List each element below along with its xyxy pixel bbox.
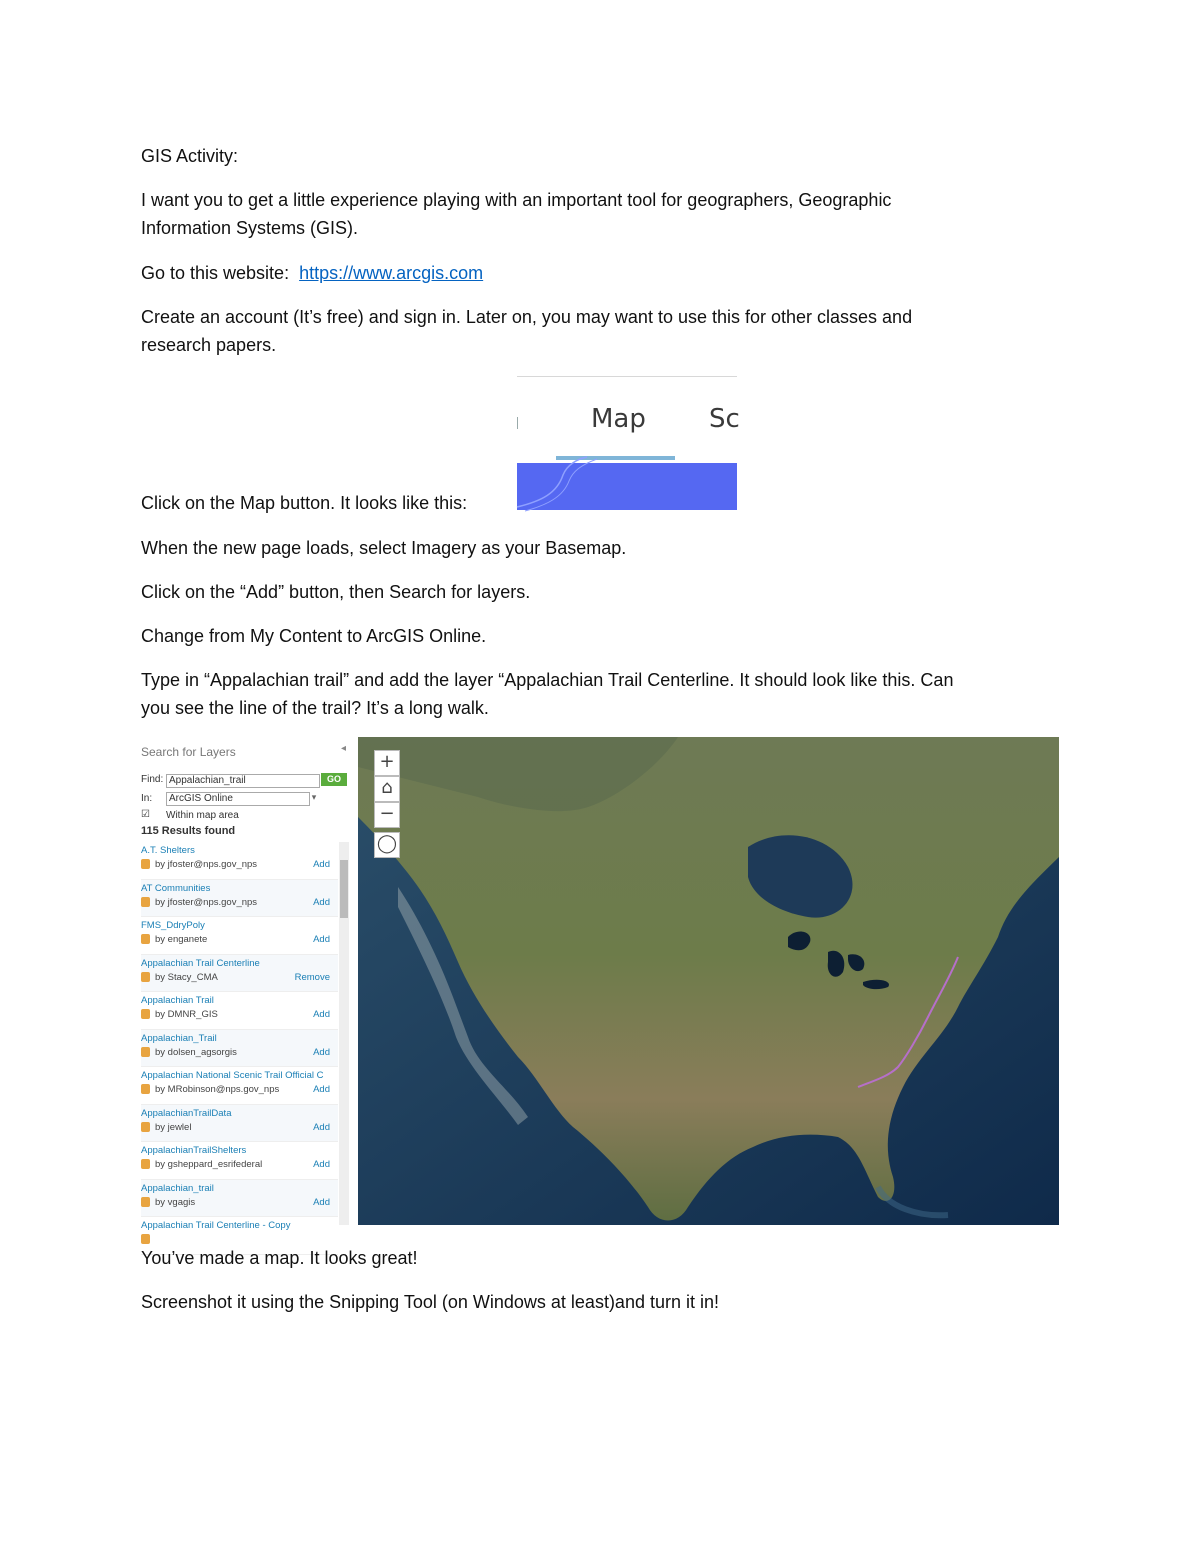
imagery-basemap[interactable] xyxy=(358,737,1059,1225)
result-name[interactable]: AppalachianTrailShelters xyxy=(141,1145,247,1156)
map-button-caption: Click on the Map button. It looks like this: xyxy=(141,493,468,513)
change-instruction: Change from My Content to ArcGIS Online. xyxy=(141,626,487,646)
map-thumbnail xyxy=(517,463,737,510)
panel-title: Search for Layers xyxy=(141,745,236,759)
account-line-1: Create an account (It’s free) and sign in. Later on, you may want to use this for other classes and xyxy=(141,307,913,327)
result-item xyxy=(141,992,338,1030)
map-tab-label[interactable]: Map xyxy=(591,404,646,434)
result-item xyxy=(141,955,338,993)
tab-tick xyxy=(517,417,518,429)
type-instruction-1: Type in “Appalachian trail” and add the layer “Appalachian Trail Centerline. It should look like this. Can xyxy=(141,670,954,690)
zoom-out-button[interactable]: − xyxy=(374,802,400,828)
layer-owner-icon xyxy=(141,972,150,982)
result-item xyxy=(141,1030,338,1068)
arcgis-link[interactable]: https://www.arcgis.com xyxy=(299,263,484,283)
result-name[interactable]: Appalachian_trail xyxy=(141,1182,214,1194)
website-prefix: Go to this website: xyxy=(141,263,290,283)
layer-owner-icon xyxy=(141,1234,150,1244)
result-name[interactable]: AT Communities xyxy=(141,882,211,894)
result-action-button[interactable]: Add xyxy=(313,1084,330,1095)
results-scrollbar[interactable] xyxy=(339,842,349,1225)
website-paragraph xyxy=(141,259,483,287)
collapse-icon[interactable]: ◂ xyxy=(341,743,347,754)
result-name[interactable]: AppalachianTrailData xyxy=(141,1107,232,1119)
result-owner: by dolsen_agsorgis xyxy=(155,1046,237,1058)
layer-owner-icon xyxy=(141,934,150,944)
result-owner: by gsheppard_esrifederal xyxy=(155,1159,263,1170)
result-item xyxy=(141,1105,338,1143)
result-owner: by enganete xyxy=(155,934,208,945)
intro-line-1: I want you to get a little experience playing with an important tool for geographers, Geographic xyxy=(141,190,892,210)
result-name[interactable]: Appalachian Trail Centerline - Copy xyxy=(141,1220,291,1231)
result-name[interactable]: Appalachian Trail xyxy=(141,995,214,1006)
result-owner: by Stacy_CMA xyxy=(155,971,218,983)
layer-owner-icon xyxy=(141,897,150,907)
layer-owner-icon xyxy=(141,1122,150,1132)
find-label: Find: xyxy=(141,774,164,785)
result-item xyxy=(141,917,338,955)
result-name[interactable]: FMS_DdryPoly xyxy=(141,920,205,931)
result-action-button[interactable]: Add xyxy=(313,1046,330,1058)
map-button-screenshot xyxy=(517,376,740,510)
result-owner: by vgagis xyxy=(155,1196,196,1208)
go-button[interactable]: GO xyxy=(321,773,347,786)
arcgis-screenshot xyxy=(141,737,1059,1231)
account-line-2: research papers. xyxy=(141,335,277,355)
result-action-button[interactable]: Remove xyxy=(294,971,330,983)
made-map-line: You’ve made a map. It looks great! xyxy=(141,1248,418,1268)
source-select[interactable]: ArcGIS Online xyxy=(166,792,310,806)
basemap-instruction: When the new page loads, select Imagery as your Basemap. xyxy=(141,538,627,558)
layer-owner-icon xyxy=(141,1009,150,1019)
locate-button[interactable]: ◯ xyxy=(374,832,400,858)
imagery-map-view[interactable] xyxy=(358,737,1059,1225)
zoom-in-button[interactable]: + xyxy=(374,750,400,776)
result-item xyxy=(141,1142,338,1180)
intro-line-2: Information Systems (GIS). xyxy=(141,218,359,238)
result-action-button[interactable]: Add xyxy=(313,934,330,945)
result-item xyxy=(141,842,338,880)
result-name[interactable]: Appalachian National Scenic Trail Official C xyxy=(141,1070,324,1081)
doc-title: GIS Activity: xyxy=(141,146,239,166)
within-checkbox[interactable]: ☑ xyxy=(141,809,150,820)
home-button[interactable]: ⌂ xyxy=(374,776,400,802)
result-owner: by jfoster@nps.gov_nps xyxy=(155,859,258,870)
active-tab-underline xyxy=(556,456,675,460)
chevron-down-icon[interactable]: ▾ xyxy=(311,792,317,802)
result-action-button[interactable]: Add xyxy=(313,896,330,908)
within-map-area-label: Within map area xyxy=(166,810,239,821)
result-item xyxy=(141,880,338,918)
in-label: In: xyxy=(141,793,153,804)
layer-owner-icon xyxy=(141,859,150,869)
result-action-button[interactable]: Add xyxy=(313,1159,330,1170)
result-name[interactable]: Appalachian_Trail xyxy=(141,1032,217,1044)
result-owner: by jfoster@nps.gov_nps xyxy=(155,896,258,908)
layer-owner-icon xyxy=(141,1159,150,1169)
type-instruction-2: you see the line of the trail? It’s a long walk. xyxy=(141,698,489,718)
result-owner: by MRobinson@nps.gov_nps xyxy=(155,1084,280,1095)
results-list xyxy=(141,842,338,1231)
find-input[interactable]: Appalachian_trail xyxy=(166,774,320,788)
result-name[interactable]: A.T. Shelters xyxy=(141,845,195,856)
result-owner: by jewlel xyxy=(155,1121,192,1133)
results-count: 115 Results found xyxy=(141,825,236,837)
layer-owner-icon xyxy=(141,1084,150,1094)
search-layers-panel xyxy=(141,737,352,1231)
result-action-button[interactable]: Add xyxy=(313,1196,330,1208)
tab-divider xyxy=(517,376,737,377)
screenshot-instruction: Screenshot it using the Snipping Tool (on Windows at least)and turn it in! xyxy=(141,1292,719,1312)
scrollbar-thumb[interactable] xyxy=(340,860,348,918)
result-item xyxy=(141,1180,338,1218)
next-tab-label: Sc xyxy=(709,404,740,434)
result-action-button[interactable]: Add xyxy=(313,1121,330,1133)
result-action-button[interactable]: Add xyxy=(313,1009,330,1020)
result-owner: by DMNR_GIS xyxy=(155,1009,218,1020)
add-instruction: Click on the “Add” button, then Search for layers. xyxy=(141,582,531,602)
result-item xyxy=(141,1067,338,1105)
result-action-button[interactable]: Add xyxy=(313,859,330,870)
layer-owner-icon xyxy=(141,1047,150,1057)
result-name[interactable]: Appalachian Trail Centerline xyxy=(141,957,260,969)
layer-owner-icon xyxy=(141,1197,150,1207)
